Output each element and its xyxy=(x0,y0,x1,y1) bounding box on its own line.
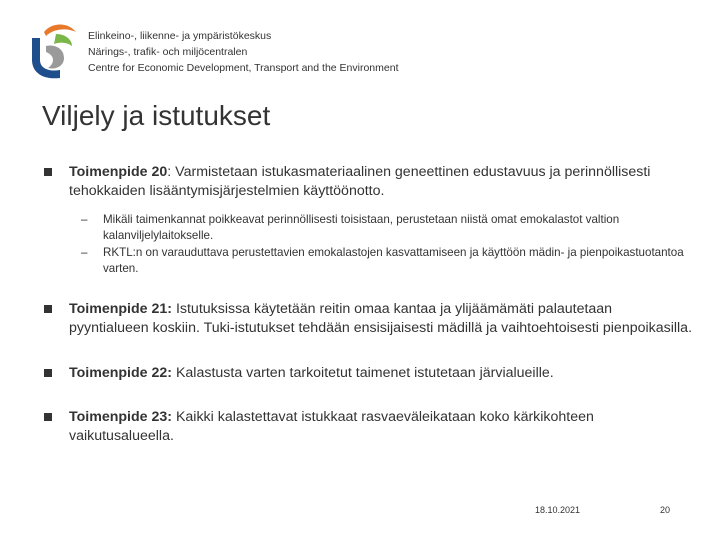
logo-orange-arc xyxy=(44,25,76,37)
bullet-square-icon xyxy=(44,369,52,377)
bullet-lead: Toimenpide 20 xyxy=(69,164,168,180)
page-number: 20 xyxy=(660,505,671,515)
sub-bullet-item xyxy=(81,245,694,276)
slide-title: Viljely ja istutukset xyxy=(42,100,271,131)
bullet-item xyxy=(44,364,694,383)
sub-bullet-text: Mikäli taimenkannat poikkeavat perinnöllisesti toisistaan, perustetaan niistä omat emokalastot valtion kalanviljelylaitokselle. xyxy=(103,213,620,242)
bullet-text: : Varmistetaan istukasmateriaalinen geneettinen edustavuus ja perinnöllisesti tehokkaiden lisääntymisjärjestelmien käyttöönotto. xyxy=(69,164,651,199)
bullet-list xyxy=(44,163,694,446)
ely-logo-icon xyxy=(26,20,78,82)
bullet-lead: Toimenpide 23: xyxy=(69,409,173,425)
sub-bullet-list xyxy=(69,212,694,276)
bullet-text: Kaikki kalastettavat istukkaat rasvaeväleikataan koko kärkikohteen vaikutusalueella. xyxy=(69,409,594,444)
sub-bullet-text: RKTL:n on varauduttava perustettavien emokalastojen kasvattamiseen ja käyttöön mädin- ja pienpoikastuotantoa varten. xyxy=(103,246,684,275)
org-name-en: Centre for Economic Development, Transport and the Environment xyxy=(88,62,399,74)
bullet-square-icon xyxy=(44,413,52,421)
bullet-item xyxy=(44,300,694,338)
org-name-fi: Elinkeino-, liikenne- ja ympäristökeskus xyxy=(88,30,272,42)
bullet-square-icon xyxy=(44,168,52,176)
org-name-sv: Närings-, trafik- och miljöcentralen xyxy=(88,46,248,58)
bullet-text: Istutuksissa käytetään reitin omaa kantaa ja ylijäämämäti palautetaan pyyntialueen koskiin. Tuki-istutukset tehdään ensisijaisesti mädillä ja vaihtoehtoisesti pienpoikasilla. xyxy=(69,301,693,336)
bullet-text: Kalastusta varten tarkoitetut taimenet istutetaan järvialueille. xyxy=(172,365,554,381)
dash-marker: – xyxy=(81,246,88,259)
footer-date: 18.10.2021 xyxy=(535,505,581,515)
bullet-lead: Toimenpide 22: xyxy=(69,365,173,381)
logo-green-arc xyxy=(54,34,72,46)
sub-bullet-item xyxy=(81,212,694,243)
bullet-square-icon xyxy=(44,305,52,313)
bullet-item xyxy=(44,408,694,446)
organization-names xyxy=(88,28,399,76)
logo-grey-shape xyxy=(46,46,64,69)
bullet-item xyxy=(44,163,694,276)
bullet-lead: Toimenpide 21: xyxy=(69,301,173,317)
dash-marker: – xyxy=(81,213,88,226)
